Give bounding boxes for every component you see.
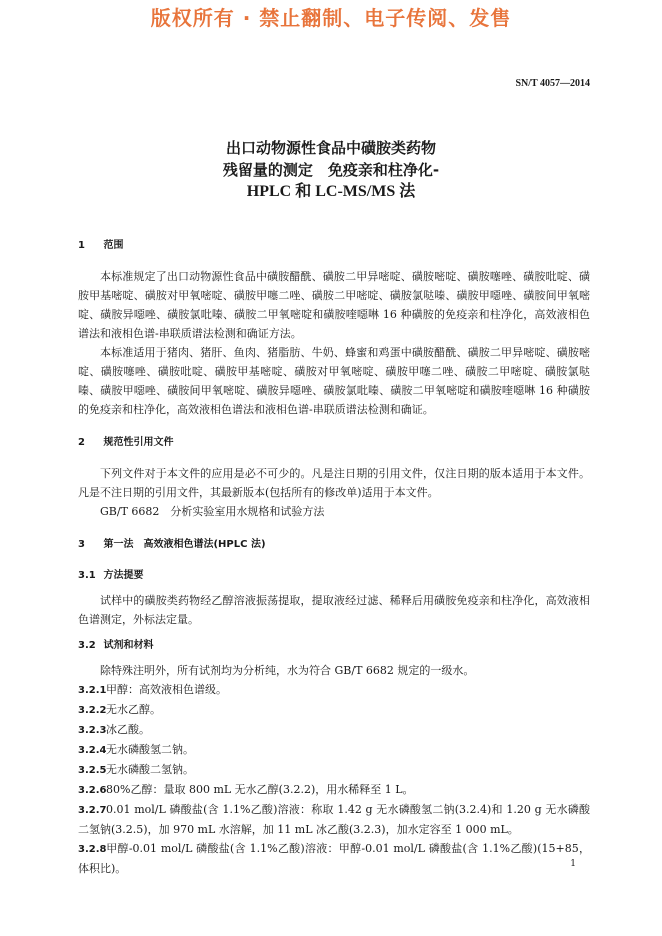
item-number: 3.2.1 [78,685,107,696]
item-text: 甲醇：高效液相色谱级。 [106,683,227,696]
item-number: 3.2.5 [78,765,107,776]
section-1-heading [78,236,590,255]
reagent-item [78,780,590,800]
section-title: 范围 [103,240,124,251]
item-text: 无水磷酸氢二钠。 [106,743,194,756]
document-body [78,230,590,878]
subsection-3-2-heading [78,636,590,655]
item-number: 3.2.8 [78,844,107,855]
item-text: 0.01 mol/L 磷酸盐(含 1.1%乙酸)溶液：称取 1.42 g 无水磷酸氢二钠(3.2.4)和 1.20 g 无水磷酸二氢钠(3.2.5)，加 970 mL 水溶解，加 11 mL 冰乙酸(3.2.3)，加水定容至 1 000 mL。 [78,803,590,836]
item-text: 无水磷酸二氢钠。 [106,763,194,776]
section-3-heading [78,535,590,554]
reagent-item [78,720,590,740]
section-2-heading [78,433,590,452]
reagent-item [78,740,590,760]
reagent-item [78,680,590,700]
item-text: 无水乙醇。 [106,703,161,716]
reagent-item [78,800,590,839]
copyright-watermark: 版权所有 · 禁止翻制、电子传阅、发售 [150,6,512,30]
section-number: 2 [78,437,85,448]
subsection-number: 3.1 [78,570,96,581]
normative-reference: GB/T 6682 分析实验室用水规格和试验方法 [100,505,325,518]
subsection-title: 方法提要 [103,570,144,581]
section-number: 1 [78,240,85,251]
section-number: 3 [78,539,85,550]
subsection-number: 3.2 [78,640,96,651]
paragraph: 本标准规定了出口动物源性食品中磺胺醋酰、磺胺二甲异嘧啶、磺胺嘧啶、磺胺噻唑、磺胺吡啶、磺胺甲基嘧啶、磺胺对甲氧嘧啶、磺胺甲噻二唑、磺胺二甲嘧啶、磺胺氯哒嗪、磺胺甲噁唑、磺胺间甲氧嘧啶、磺胺异噁唑、磺胺氯吡嗪、磺胺二甲氧嘧啶和磺胺喹噁啉 16 种磺胺的免疫亲和柱净化，高效液相色谱法和液相色谱-串联质谱法检测和确证方法。 [78,270,590,340]
page-number: 1 [570,859,576,869]
item-number: 3.2.4 [78,745,107,756]
item-number: 3.2.3 [78,725,107,736]
item-text: 甲醇-0.01 mol/L 磷酸盐(含 1.1%乙酸)溶液：甲醇-0.01 mol/L 磷酸盐(含 1.1%乙酸)(15+85，体积比)。 [78,842,590,875]
item-number: 3.2.2 [78,705,107,716]
doc-title-line-2: 残留量的测定 免疫亲和柱净化- [222,161,440,179]
standard-code: SN/T 4057—2014 [515,78,590,89]
item-number: 3.2.6 [78,785,107,796]
subsection-3-1-heading [78,566,590,585]
section-title: 第一法 高效液相色谱法(HPLC 法) [103,539,266,550]
doc-title-line-1: 出口动物源性食品中磺胺类药物 [225,139,436,157]
reagent-item [78,700,590,720]
item-text: 80%乙醇：量取 800 mL 无水乙醇(3.2.2)，用水稀释至 1 L。 [106,783,414,796]
reagent-item [78,760,590,780]
paragraph: 除特殊注明外，所有试剂均为分析纯，水为符合 GB/T 6682 规定的一级水。 [100,664,475,677]
paragraph: 本标准适用于猪肉、猪肝、鱼肉、猪脂肪、牛奶、蜂蜜和鸡蛋中磺胺醋酰、磺胺二甲异嘧啶、磺胺嘧啶、磺胺噻唑、磺胺吡啶、磺胺甲基嘧啶、磺胺对甲氧嘧啶、磺胺甲噻二唑、磺胺二甲嘧啶、磺胺氯哒嗪、磺胺甲噁唑、磺胺间甲氧嘧啶、磺胺异噁唑、磺胺氯吡嗪、磺胺二甲氧嘧啶和磺胺喹噁啉 16 种磺胺的免疫亲和柱净化，高效液相色谱法和液相色谱-串联质谱法检测和确证。 [78,346,590,416]
reagent-item [78,839,590,878]
doc-title-line-3: HPLC 和 LC-MS/MS 法 [246,183,416,200]
paragraph: 试样中的磺胺类药物经乙醇溶液振荡提取，提取液经过滤、稀释后用磺胺免疫亲和柱净化，高效液相色谱测定，外标法定量。 [78,594,590,626]
subsection-title: 试剂和材料 [103,640,154,651]
item-number: 3.2.7 [78,805,107,816]
item-text: 冰乙酸。 [106,723,150,736]
paragraph: 下列文件对于本文件的应用是必不可少的。凡是注日期的引用文件，仅注日期的版本适用于本文件。凡是不注日期的引用文件，其最新版本(包括所有的修改单)适用于本文件。 [78,467,590,499]
section-title: 规范性引用文件 [103,437,174,448]
